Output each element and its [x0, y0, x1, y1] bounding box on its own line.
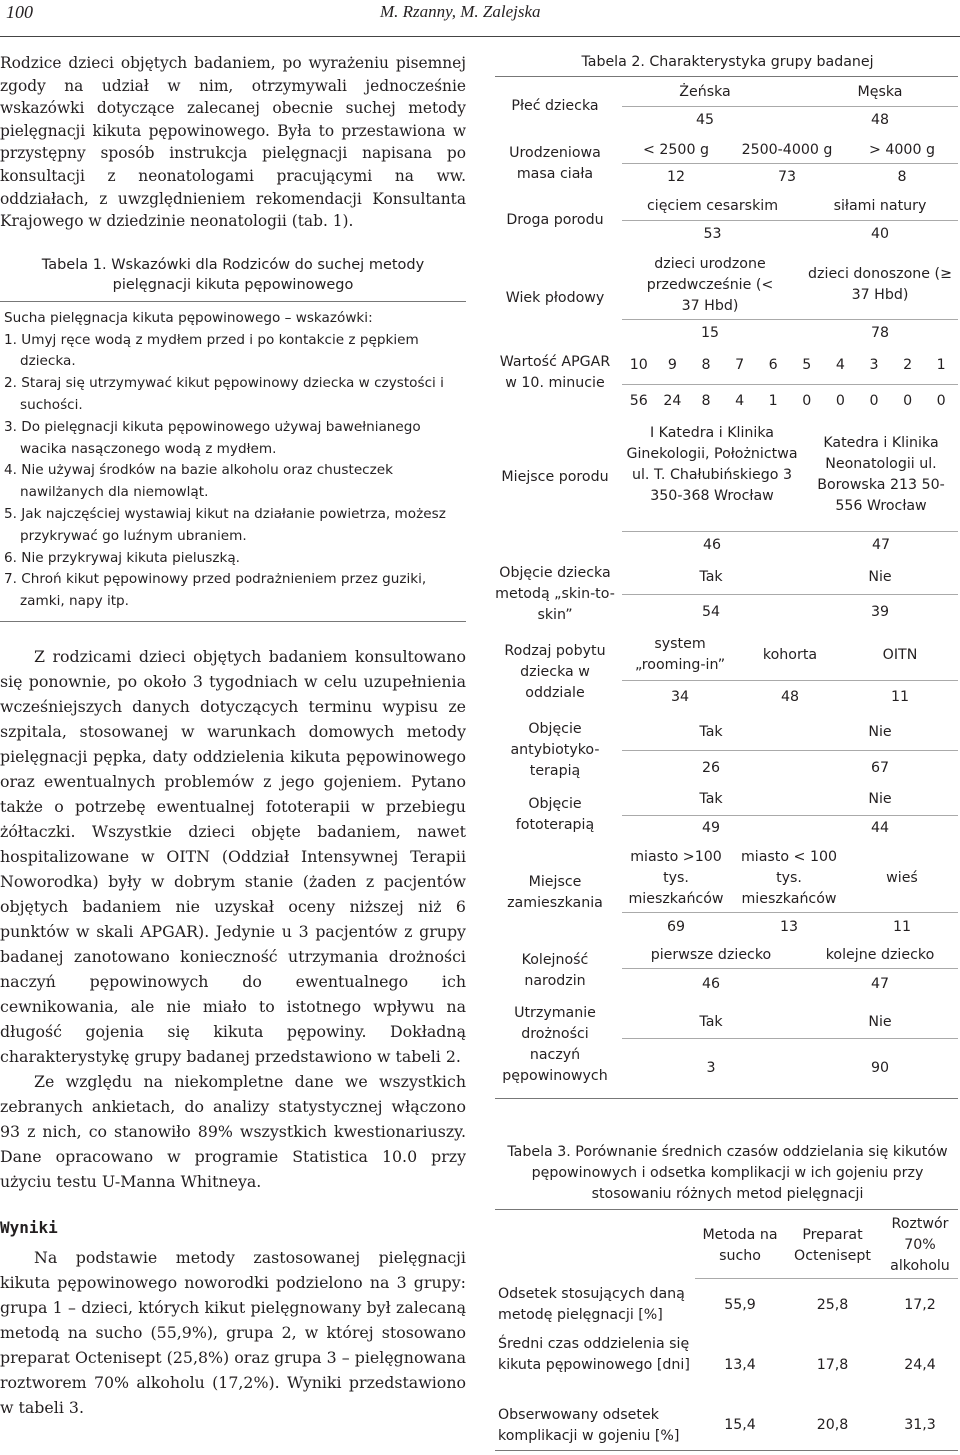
- apgar-score: 5: [802, 357, 812, 373]
- apgar-count: 56: [629, 393, 648, 409]
- order-cat: kolejne dziecko: [825, 947, 935, 963]
- divider: [622, 106, 958, 107]
- divider: [622, 384, 958, 385]
- sex-cat: Męska: [857, 84, 903, 100]
- skin-cat: Tak: [699, 569, 723, 585]
- t3-row-label: Odsetek stosujących daną metodę pielęgnacji [%]: [498, 1286, 685, 1323]
- divider: [622, 1038, 958, 1039]
- place-cat: I Katedra i Klinika Ginekologii, Położnictwa ul. T. Chałubińskiego 3 350-368 Wrocław: [626, 425, 798, 504]
- apgar-count: 0: [802, 393, 812, 409]
- table-2-bottom-rule: [495, 1098, 958, 1099]
- left-column: [0, 52, 466, 1420]
- apgar-score: 10: [629, 357, 648, 373]
- list-item: 5. Jak najczęściej wystawiaj kikut na działanie powietrza, możesz przykrywać go luźnym ubraniem.: [4, 505, 446, 544]
- antib-cat: Tak: [699, 724, 723, 740]
- table-2-top-rule: [495, 76, 958, 77]
- divider: [695, 1278, 958, 1279]
- apgar-score: 2: [903, 357, 913, 373]
- row-label-apgar: Wartość APGAR w 10. minucie: [499, 354, 611, 391]
- t3-cell: 15,4: [724, 1417, 756, 1433]
- row-label-photo: Objęcie fototerapią: [515, 796, 595, 833]
- divider: [622, 750, 958, 751]
- resid-val: 11: [892, 919, 912, 935]
- resid-val: 13: [779, 919, 799, 935]
- place-val: 46: [702, 537, 722, 553]
- table-1-body: [0, 301, 466, 622]
- stay-val: 48: [780, 689, 800, 705]
- age-cat: dzieci urodzone przedwcześnie (< 37 Hbd): [646, 256, 774, 314]
- row-label-age: Wiek płodowy: [505, 290, 605, 306]
- mass-val: 12: [666, 169, 686, 185]
- list-item: 1. Umyj ręce wodą z mydłem przed i po kontakcie z pępkiem dziecka.: [4, 331, 419, 370]
- row-label-order: Kolejność narodzin: [521, 952, 589, 989]
- order-val: 46: [701, 976, 721, 992]
- resid-val: 69: [666, 919, 686, 935]
- antib-val: 67: [870, 760, 890, 776]
- table-3-caption: Tabela 3. Porównanie średnich czasów oddzielania się kikutów pępowinowych i odsetka komplikacji w ich gojeniu przy stosowaniu różnych metod pielęgnacji: [507, 1144, 948, 1202]
- list-item: 3. Do pielęgnacji kikuta pępowinowego używaj bawełnianego wacika nasączonego wodą z mydłem.: [4, 418, 421, 457]
- divider: [622, 912, 958, 913]
- photo-val: 44: [870, 820, 890, 836]
- divider: [622, 319, 958, 320]
- row-label-birth: Droga porodu: [506, 212, 604, 228]
- row-label-patent: Utrzymanie drożności naczyń pępowinowych: [502, 1005, 608, 1084]
- table-3-bottom-rule: [495, 1450, 958, 1451]
- row-label-resid: Miejsce zamieszkania: [507, 874, 603, 911]
- mass-val: 8: [897, 169, 907, 185]
- table-1: [0, 255, 466, 622]
- divider: [622, 531, 958, 532]
- resid-cat: wieś: [886, 870, 918, 886]
- mass-cat: < 2500 g: [642, 142, 710, 158]
- birth-val: 53: [703, 226, 722, 242]
- photo-cat: Tak: [699, 791, 723, 807]
- photo-cat: Nie: [868, 791, 892, 807]
- antib-val: 26: [701, 760, 721, 776]
- t3-cell: 17,8: [816, 1357, 849, 1373]
- body-paragraph: Z rodzicami dzieci objętych badaniem konsultowano się ponownie, po około 3 tygodniach w celu uzupełnienia wcześniejszych danych dotyczących terminu wypisu ze szpitala, stosowanej w warunkach domowych metody pielęgnacji pępka, daty oddzielenia kikuta pępowinowego oraz ewentualnych problemów z jego gojeniem. Pytano także o potrzebę ewentualnej fototerapii w przebiegu żółtaczki. Wszystkie dzieci objęte badaniem, nawet hospitalizowane w OITN (Oddział Intensywnej Terapii Noworodka) były w dobrym stanie (żaden z pacjentów objętych badaniem nie uzyskał oceny niższej niż 6 punktów w skali APGAR). Jedynie u 3 pacjentów z grupy badanej zanotowano konieczność utrzymania drożności naczyń pępowinowych do ewentualnego ich cewnikowania, ale nie miało to istotnego wpływu na długość gojenia się kikuta pępowiny. Dokładną charakterystykę grupy badanej przedstawiono w tabeli 2.: [0, 646, 466, 1066]
- t3-cell: 24,4: [904, 1357, 936, 1373]
- resid-cat: miasto < 100 tys. mieszkańców: [740, 849, 838, 907]
- birth-cat: siłami natury: [833, 198, 927, 214]
- skin-val: 39: [870, 604, 890, 620]
- t3-cell: 25,8: [816, 1297, 849, 1313]
- order-cat: pierwsze dziecko: [650, 947, 772, 963]
- patent-cat: Nie: [868, 1014, 892, 1030]
- apgar-count: 1: [768, 393, 778, 409]
- apgar-count: 4: [735, 393, 745, 409]
- patent-val: 3: [706, 1060, 716, 1076]
- table-3-top-rule: [495, 1209, 958, 1210]
- patent-val: 90: [870, 1060, 890, 1076]
- t3-col-header: Preparat Octenisept: [794, 1227, 871, 1264]
- divider: [622, 163, 958, 164]
- apgar-score: 6: [768, 357, 778, 373]
- list-item: 7. Chroń kikut pępowinowy przed podrażnieniem przez guziki, zamki, napy itp.: [4, 571, 427, 610]
- apgar-score: 4: [835, 357, 845, 373]
- apgar-score: 8: [701, 357, 711, 373]
- birth-val: 40: [870, 226, 890, 242]
- table-2-caption: Tabela 2. Charakterystyka grupy badanej: [581, 54, 874, 70]
- row-label-skin: Objęcie dziecka metodą „skin-to-skin”: [495, 565, 615, 623]
- birth-cat: cięciem cesarskim: [646, 198, 779, 214]
- antib-cat: Nie: [868, 724, 892, 740]
- t3-row-label: Obserwowany odsetek komplikacji w gojeniu [%]: [498, 1407, 680, 1444]
- apgar-count: 0: [936, 393, 946, 409]
- list-item: 2. Staraj się utrzymywać kikut pępowinowy dziecka w czystości i suchości.: [4, 375, 444, 413]
- divider: [622, 815, 958, 816]
- sex-val: 45: [695, 112, 715, 128]
- row-label-place: Miejsce porodu: [501, 469, 609, 485]
- skin-val: 54: [701, 604, 721, 620]
- age-val: 15: [700, 325, 720, 341]
- apgar-count: 0: [835, 393, 845, 409]
- skin-cat: Nie: [868, 569, 892, 585]
- apgar-count: 8: [701, 393, 711, 409]
- t3-col-header: Metoda na sucho: [702, 1227, 778, 1264]
- t3-col-header: Roztwór 70% alkoholu: [890, 1216, 950, 1274]
- age-val: 78: [870, 325, 890, 341]
- apgar-score: 1: [936, 357, 946, 373]
- t3-cell: 17,2: [904, 1297, 936, 1313]
- apgar-count: 0: [869, 393, 879, 409]
- apgar-score: 7: [735, 357, 745, 373]
- stay-val: 34: [670, 689, 690, 705]
- order-val: 47: [870, 976, 890, 992]
- t3-cell: 13,4: [724, 1357, 756, 1373]
- row-label-sex: Płeć dziecka: [511, 98, 599, 114]
- sex-cat: Żeńska: [679, 84, 731, 100]
- intro-paragraph: Rodzice dzieci objętych badaniem, po wyrażeniu pisemnej zgody na udział w nim, otrzymywali jednocześnie wskazówki dotyczące zalecanej obecnie suchej metody pielęgnacji kikuta pępowinowego. Była to przestawiona w przystępny sposób instrukcja pielęgnacji napisana po konsultacji z neonatologami pracującymi na ww. oddziałach, z uwzględnieniem rekomendacji Konsultanta Krajowego w dziedzinie neonatologii (tab. 1).: [0, 54, 466, 231]
- row-label-stay: Rodzaj pobytu dziecka w oddziale: [504, 643, 606, 701]
- mass-cat: 2500-4000 g: [741, 142, 833, 158]
- apgar-score: 9: [667, 357, 677, 373]
- stay-cat: kohorta: [762, 647, 818, 663]
- list-item: 4. Nie używaj środków na bazie alkoholu oraz chusteczek nawilżanych dla niemowląt.: [4, 462, 394, 501]
- table-1-heading: Sucha pielęgnacja kikuta pępowinowego – wskazówki:: [4, 309, 373, 326]
- body-paragraph: Na podstawie metody zastosowanej pielęgnacji kikuta pępowinowego noworodki podzielono na 3 grupy: grupa 1 – dzieci, których kikut pielęgnowany był zalecaną metodą na sucho (55,9%), grupa 2, w której stosowano preparat Octenisept (25,8%) oraz grupa 3 – pielęgnowana roztworem 70% alkoholu (17,2%). Wyniki przedstawiono w tabeli 3.: [0, 1247, 466, 1417]
- t3-row-label: Średni czas oddzielenia się kikuta pępowinowego [dni]: [498, 1336, 690, 1373]
- apgar-count: 24: [663, 393, 682, 409]
- age-cat: dzieci donoszone (≥ 37 Hbd): [808, 266, 952, 303]
- place-val: 47: [871, 537, 891, 553]
- stay-val: 11: [890, 689, 910, 705]
- t3-cell: 20,8: [816, 1417, 849, 1433]
- divider: [622, 968, 958, 969]
- t3-cell: 31,3: [904, 1417, 936, 1433]
- running-header: [0, 0, 960, 37]
- stay-cat: system „rooming-in”: [634, 636, 726, 673]
- body-paragraph: Ze względu na niekompletne dane we wszystkich zebranych ankietach, do analizy statystycznej włączono 93 z nich, co stanowiło 89% wszystkich kwestionariuszy. Dane opracowano w programie Statistica 10.0 przy użyciu testu U-Manna Whitneya.: [0, 1071, 466, 1191]
- photo-val: 49: [701, 820, 721, 836]
- row-label-antib: Objęcie antybiotyko-terapią: [510, 721, 600, 779]
- apgar-count: 0: [903, 393, 913, 409]
- mass-val: 73: [777, 169, 797, 185]
- apgar-score: 3: [869, 357, 879, 373]
- divider: [622, 680, 958, 681]
- stay-cat: OITN: [882, 647, 918, 663]
- divider: [622, 594, 958, 595]
- table-1-caption: Tabela 1. Wskazówki dla Rodziców do suchej metody pielęgnacji kikuta pępowinowego: [41, 256, 425, 293]
- sex-val: 48: [870, 112, 890, 128]
- section-heading-results: Wyniki: [0, 1217, 58, 1237]
- divider: [622, 220, 958, 221]
- running-authors: M. Rzanny, M. Zalejska: [380, 2, 541, 21]
- list-item: 6. Nie przykrywaj kikuta pieluszką.: [4, 549, 240, 566]
- page-number: 100: [6, 2, 33, 22]
- patent-cat: Tak: [699, 1014, 723, 1030]
- mass-cat: > 4000 g: [868, 142, 936, 158]
- t3-cell: 55,9: [724, 1297, 756, 1313]
- row-label-mass: Urodzeniowa masa ciała: [509, 145, 601, 182]
- resid-cat: miasto >100 tys. mieszkańców: [628, 849, 724, 907]
- place-cat: Katedra i Klinika Neonatologii ul. Borowska 213 50-556 Wrocław: [817, 435, 945, 514]
